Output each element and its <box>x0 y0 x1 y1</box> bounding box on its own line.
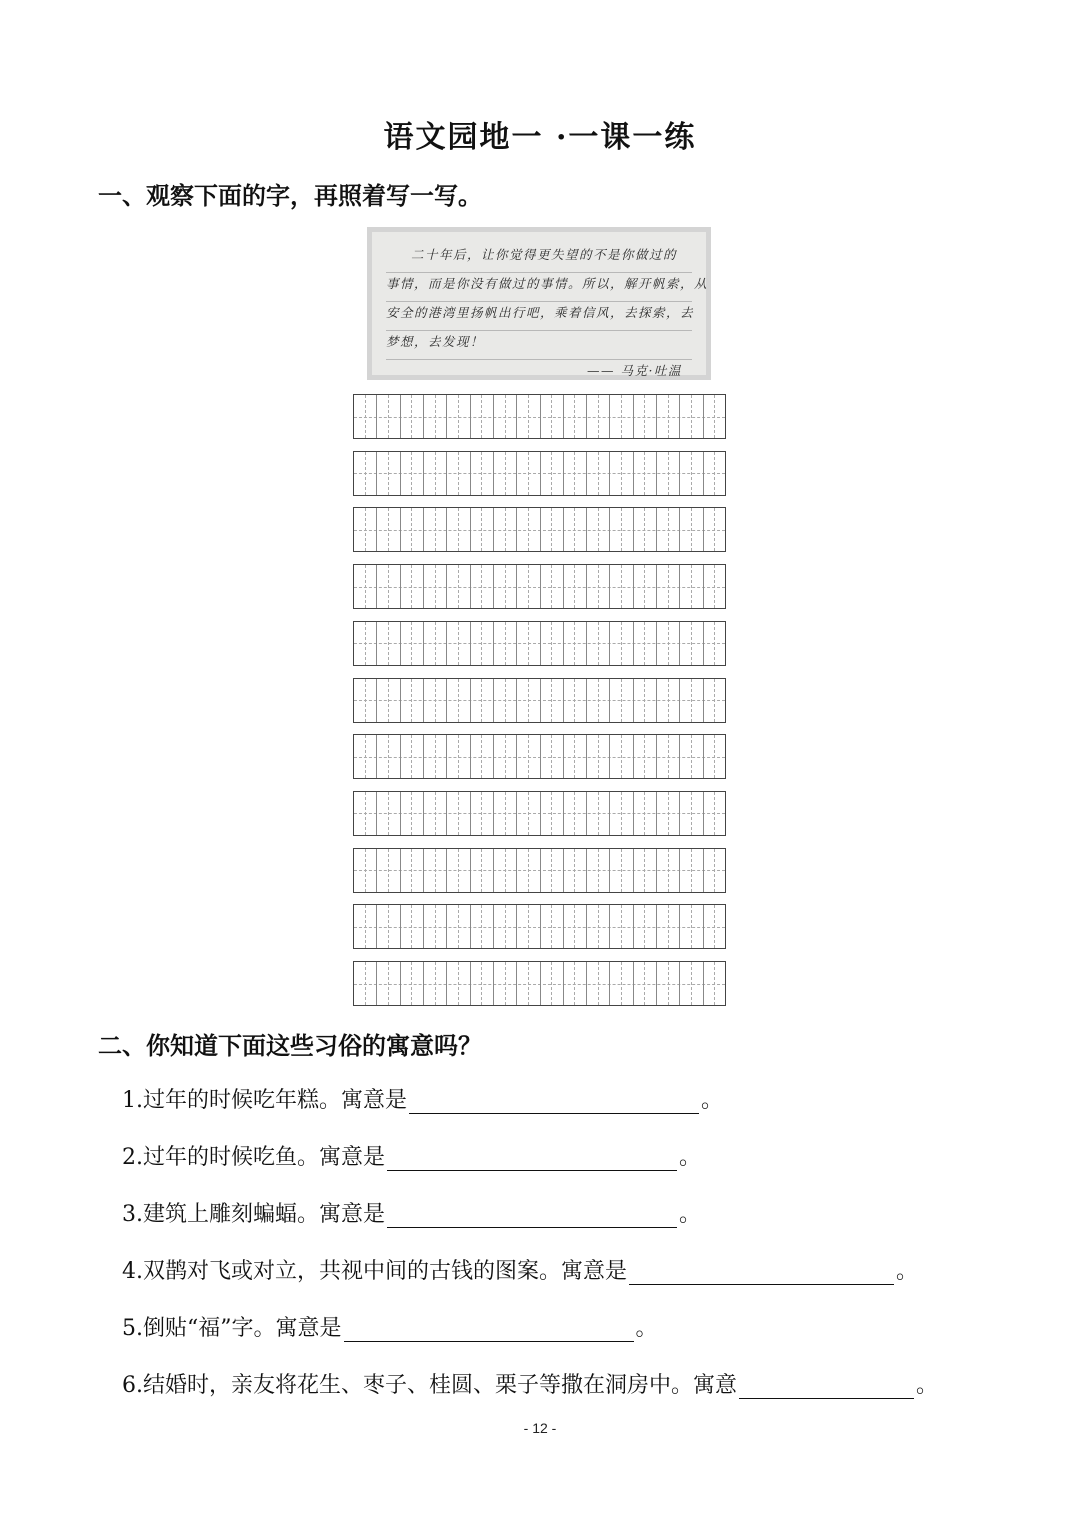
question-end: 。 <box>679 1145 702 1170</box>
question-end: 。 <box>701 1088 724 1113</box>
question-end: 。 <box>916 1373 939 1398</box>
grid-divider <box>354 679 715 722</box>
handwriting-sample-image <box>367 227 711 380</box>
grid-row[interactable] <box>353 507 726 552</box>
answer-blank[interactable] <box>739 1376 914 1399</box>
grid-divider <box>354 792 715 835</box>
sample-line: 二十年后，让你觉得更失望的不是你做过的 <box>386 244 692 273</box>
answer-blank[interactable] <box>387 1148 677 1171</box>
section-2-heading: 二、你知道下面这些习俗的寓意吗？ <box>98 1031 482 1060</box>
question-text: 1.过年的时候吃年糕。寓意是 <box>122 1088 407 1113</box>
grid-divider <box>354 849 715 892</box>
sample-line: 安全的港湾里扬帆出行吧，乘着信风，去探索，去 <box>386 302 692 331</box>
question-text: 4.双鹊对飞或对立，共视中间的古钱的图案。寓意是 <box>122 1259 627 1284</box>
question-item <box>122 1311 658 1342</box>
grid-row[interactable] <box>353 394 726 439</box>
question-item <box>122 1254 918 1285</box>
sample-line: 梦想，去发现！ <box>386 331 692 360</box>
question-text: 2.过年的时候吃鱼。寓意是 <box>122 1145 385 1170</box>
grid-row[interactable] <box>353 678 726 723</box>
grid-divider <box>354 508 715 551</box>
answer-blank[interactable] <box>344 1319 634 1342</box>
question-end: 。 <box>635 1316 658 1341</box>
page-title: 语文园地一 ·一课一练 <box>383 120 697 155</box>
question-end: 。 <box>679 1202 702 1227</box>
question-end: 。 <box>896 1259 919 1284</box>
grid-row[interactable] <box>353 904 726 949</box>
grid-row[interactable] <box>353 961 726 1006</box>
question-text: 6.结婚时，亲友将花生、枣子、桂圆、栗子等撒在洞房中。寓意 <box>122 1373 737 1398</box>
question-text: 5.倒贴“福”字。寓意是 <box>122 1316 342 1341</box>
grid-row[interactable] <box>353 451 726 496</box>
answer-blank[interactable] <box>629 1262 894 1285</box>
section-1-heading: 一、观察下面的字，再照着写一写。 <box>98 181 482 210</box>
grid-row[interactable] <box>353 791 726 836</box>
grid-divider <box>354 622 715 665</box>
sample-author: —— 马克·吐温 <box>587 363 682 378</box>
grid-divider <box>354 962 715 1005</box>
grid-row[interactable] <box>353 734 726 779</box>
question-text: 3.建筑上雕刻蝙蝠。寓意是 <box>122 1202 385 1227</box>
sample-line: 事情，而是你没有做过的事情。所以，解开帆索，从 <box>386 273 692 302</box>
answer-blank[interactable] <box>409 1091 699 1114</box>
grid-divider <box>354 452 715 495</box>
grid-divider <box>354 735 715 778</box>
grid-row[interactable] <box>353 848 726 893</box>
page-number: - 12 - <box>523 1420 557 1436</box>
grid-divider <box>354 565 715 608</box>
grid-row[interactable] <box>353 621 726 666</box>
answer-blank[interactable] <box>387 1205 677 1228</box>
question-item <box>122 1140 701 1171</box>
grid-divider <box>354 395 715 438</box>
question-item <box>122 1197 701 1228</box>
question-item <box>122 1083 723 1114</box>
question-item <box>122 1368 938 1399</box>
grid-row[interactable] <box>353 564 726 609</box>
grid-divider <box>354 905 715 948</box>
